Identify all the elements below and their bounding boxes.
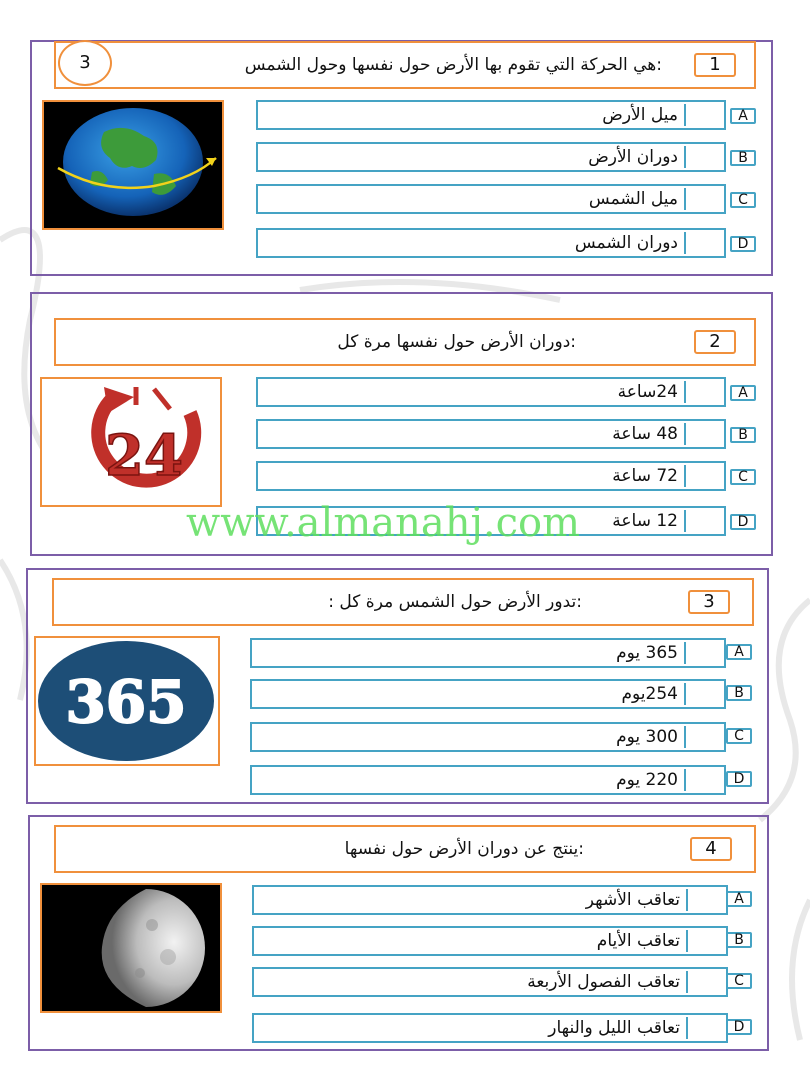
option-letter: B bbox=[726, 932, 752, 948]
half-moon-icon bbox=[42, 885, 220, 1011]
question-number: 4 bbox=[690, 837, 732, 861]
option-letter: B bbox=[730, 150, 756, 166]
option-letter: B bbox=[730, 427, 756, 443]
option-text: 254يوم bbox=[621, 684, 678, 704]
option-letter: A bbox=[730, 108, 756, 124]
question-card-4 bbox=[28, 815, 769, 1051]
option-letter: D bbox=[730, 236, 756, 252]
option-letter: D bbox=[726, 771, 752, 787]
option-d[interactable] bbox=[250, 765, 726, 795]
question-card-3 bbox=[26, 568, 769, 804]
question-header bbox=[54, 825, 756, 873]
option-letter: A bbox=[726, 644, 752, 660]
option-letter: D bbox=[730, 514, 756, 530]
question-number: 2 bbox=[694, 330, 736, 354]
option-letter: C bbox=[730, 192, 756, 208]
option-text: دوران الأرض bbox=[588, 147, 678, 167]
question-header bbox=[52, 578, 754, 626]
question-card-1 bbox=[30, 40, 773, 276]
icon-label: 365 bbox=[65, 668, 187, 736]
question-text: :هي الحركة التي تقوم بها الأرض حول نفسها وحول الشمس bbox=[244, 55, 662, 75]
watermark-text: www.almanahj.com bbox=[186, 500, 581, 546]
option-text: تعاقب الأيام bbox=[596, 931, 680, 951]
option-a[interactable] bbox=[252, 885, 728, 915]
question-image-frame bbox=[40, 377, 222, 507]
option-letter: C bbox=[730, 469, 756, 485]
24-hours-icon bbox=[42, 379, 220, 505]
option-letter: A bbox=[730, 385, 756, 401]
option-text: دوران الشمس bbox=[574, 233, 678, 253]
option-text: 220 يوم bbox=[616, 770, 678, 790]
option-b[interactable] bbox=[256, 419, 726, 449]
option-text: ميل الشمس bbox=[588, 189, 678, 209]
option-c[interactable] bbox=[256, 184, 726, 214]
option-d[interactable] bbox=[256, 228, 726, 258]
option-text: ميل الأرض bbox=[602, 105, 678, 125]
option-b[interactable] bbox=[252, 926, 728, 956]
option-text: 72 ساعة bbox=[612, 466, 678, 486]
option-letter: C bbox=[726, 728, 752, 744]
option-letter: B bbox=[726, 685, 752, 701]
option-text: تعاقب الفصول الأربعة bbox=[527, 972, 680, 992]
option-b[interactable] bbox=[256, 142, 726, 172]
option-text: 12 ساعة bbox=[612, 511, 678, 531]
option-text: تعاقب الأشهر bbox=[585, 890, 680, 910]
option-c[interactable] bbox=[250, 722, 726, 752]
option-b[interactable] bbox=[250, 679, 726, 709]
question-text: :تدور الأرض حول الشمس مرة كل : bbox=[328, 592, 582, 612]
option-letter: D bbox=[726, 1019, 752, 1035]
question-number: 3 bbox=[688, 590, 730, 614]
question-header bbox=[54, 41, 756, 89]
icon-label: 24 bbox=[105, 423, 183, 489]
option-c[interactable] bbox=[256, 461, 726, 491]
365-days-icon bbox=[36, 638, 218, 764]
option-text: 300 يوم bbox=[616, 727, 678, 747]
option-letter: A bbox=[726, 891, 752, 907]
option-a[interactable] bbox=[256, 100, 726, 130]
option-text: 365 يوم bbox=[616, 643, 678, 663]
option-a[interactable] bbox=[250, 638, 726, 668]
question-image-frame bbox=[34, 636, 220, 766]
question-number: 1 bbox=[694, 53, 736, 77]
score-circle: 3 bbox=[58, 40, 112, 86]
option-letter: C bbox=[726, 973, 752, 989]
option-text: تعاقب الليل والنهار bbox=[548, 1018, 680, 1038]
option-c[interactable] bbox=[252, 967, 728, 997]
earth-rotation-icon bbox=[44, 102, 222, 228]
option-a[interactable] bbox=[256, 377, 726, 407]
question-text: :دوران الأرض حول نفسها مرة كل bbox=[337, 332, 576, 352]
question-header bbox=[54, 318, 756, 366]
option-d[interactable] bbox=[252, 1013, 728, 1043]
option-text: 48 ساعة bbox=[612, 424, 678, 444]
question-image-frame bbox=[42, 100, 224, 230]
question-text: :ينتج عن دوران الأرض حول نفسها bbox=[344, 839, 584, 859]
question-image-frame bbox=[40, 883, 222, 1013]
option-text: 24ساعة bbox=[617, 382, 678, 402]
